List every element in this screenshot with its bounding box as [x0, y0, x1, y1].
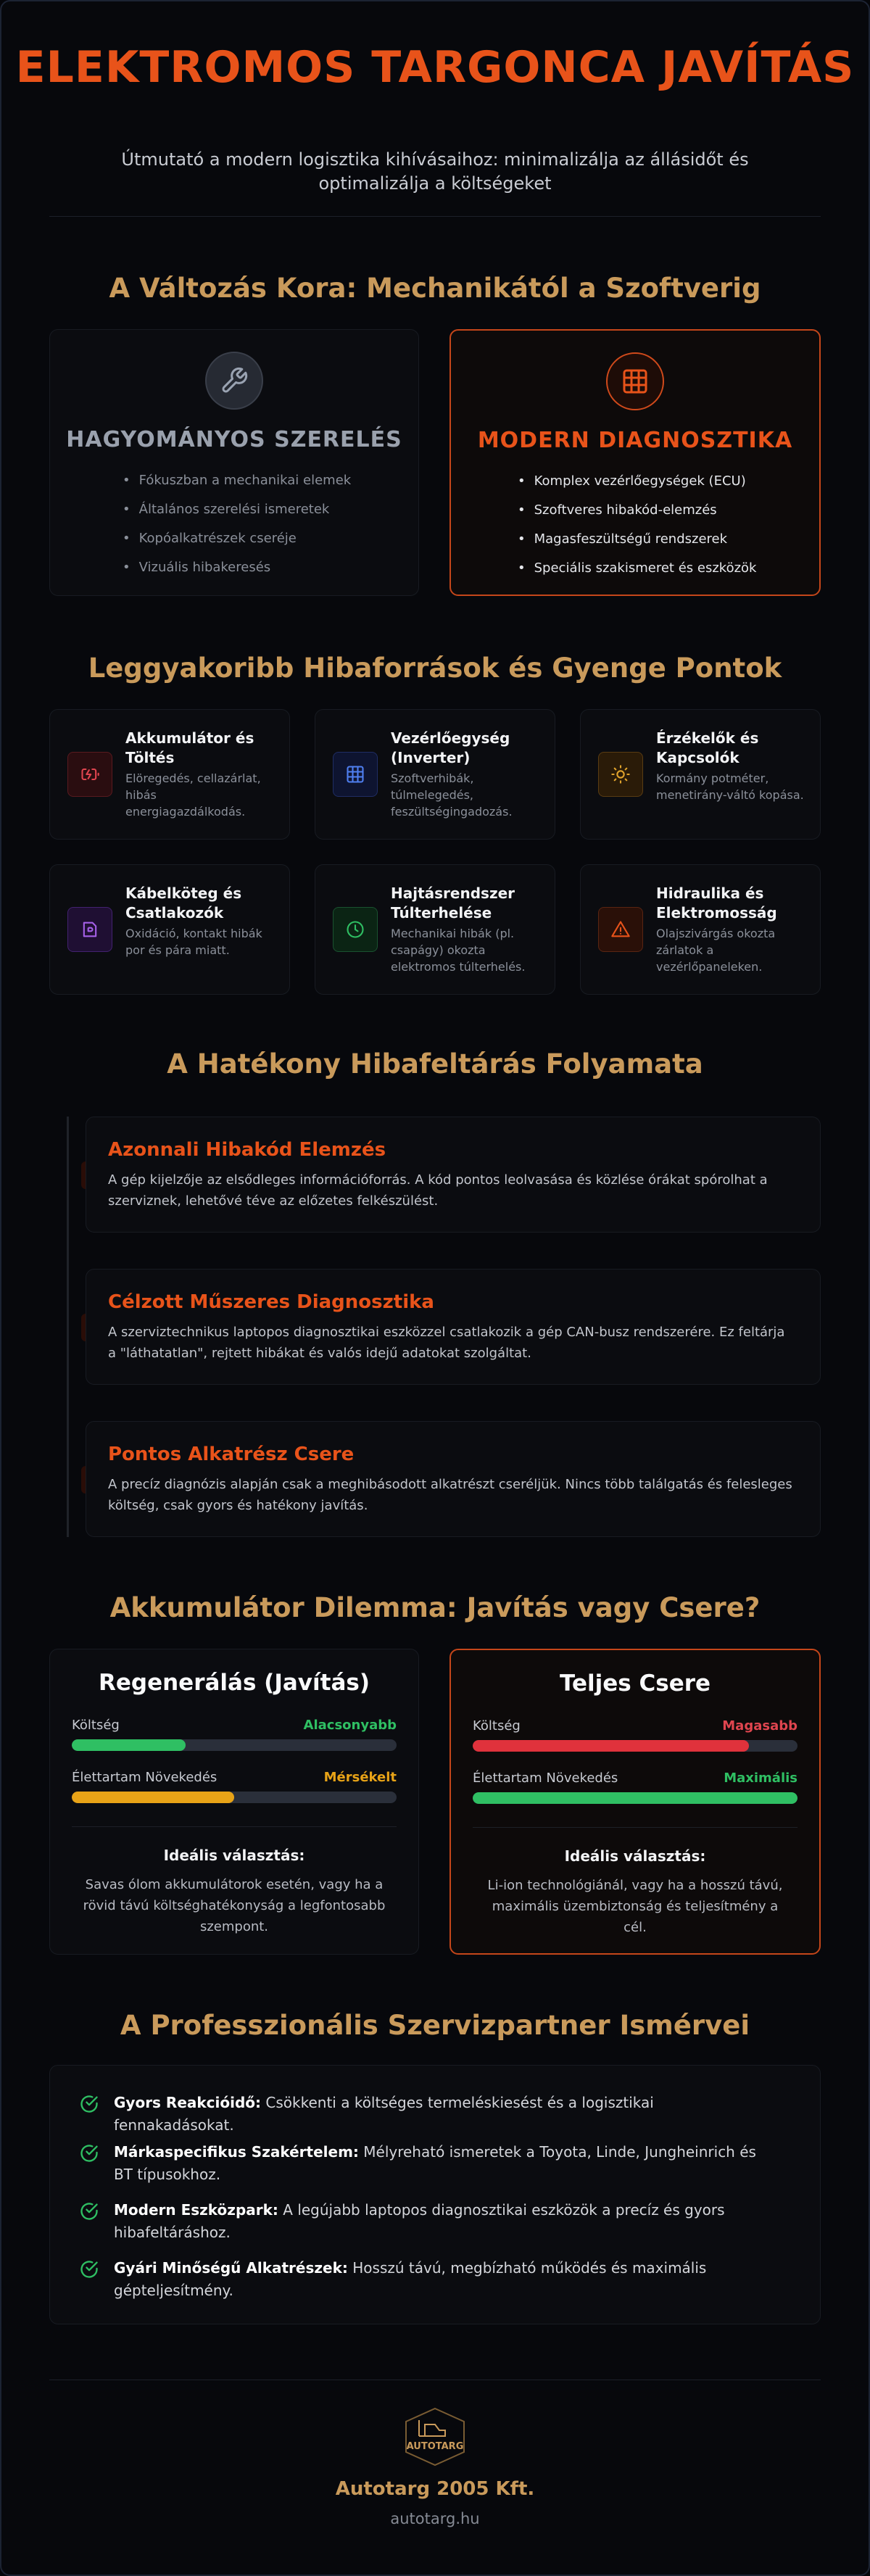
modern-list — [518, 467, 756, 583]
option-title: Regenerálás (Javítás) — [98, 1670, 370, 1696]
level-fill — [473, 1740, 749, 1752]
timeline-line — [67, 1117, 69, 1537]
list-item: • Komplex vezérlőegységek (ECU) — [518, 467, 756, 496]
row-label: Élettartam Növekedés — [473, 1771, 618, 1786]
row-label: Költség — [473, 1718, 521, 1734]
company-name: Autotarg 2005 Kft. — [335, 2478, 535, 2500]
ideal-label: Ideális választás: — [564, 1847, 706, 1865]
step-desc: A szerviztechnikus laptopos diagnosztikai eszközzel csatlakozik a gép CAN-busz rendszerére. Ez feltárja a "láthatatlan", rejtett hibákat és valós idejű adatokat szolgáltat. — [108, 1325, 785, 1361]
level-bar — [473, 1792, 798, 1804]
row-value: Alacsonyabb — [303, 1718, 397, 1733]
failure-desc: Olajszivárgás okozta zárlatok a vezérlőpaneleken. — [656, 927, 776, 974]
list-item: • Kopóalkatrészek cseréje — [123, 524, 351, 553]
step-desc: A precíz diagnózis alapján csak a meghibásodott alkatrészt cseréljük. Nincs több találgatás és felesleges költség, csak gyors és hatékony javítás. — [108, 1477, 792, 1513]
step-title: Pontos Alkatrész Csere — [108, 1444, 355, 1465]
list-item: • Fókuszban a mechanikai elemek — [123, 466, 351, 495]
failure-card-wiring — [49, 864, 290, 995]
criteria-item — [79, 2199, 775, 2244]
criteria-text: Mélyreható ismeretek a Toyota, Linde, Jungheinrich és BT típusokhoz. — [114, 2143, 756, 2183]
failure-desc: Kormány potméter, menetirány-váltó kopása. — [656, 771, 804, 802]
failure-card-battery — [49, 709, 290, 840]
row-label: Élettartam Növekedés — [72, 1770, 218, 1785]
cpu-icon — [333, 752, 378, 797]
divider — [49, 216, 821, 217]
battery-option-regeneration — [49, 1649, 419, 1955]
ideal-desc: Li-ion technológiánál, vagy ha a hosszú távú, maximális üzembiztonság és teljesítmény a cél. — [487, 1878, 783, 1935]
check-circle-icon — [79, 2143, 99, 2170]
autotarg-logo — [397, 2406, 473, 2468]
check-circle-icon — [79, 2259, 99, 2286]
chip-icon — [606, 352, 664, 410]
level-bar — [72, 1792, 397, 1803]
traditional-repair-card — [49, 329, 419, 596]
sensor-sun-icon — [598, 752, 643, 797]
logo-text: AUTOTARG — [406, 2441, 464, 2452]
list-item: • Speciális szakismeret és eszközök — [518, 554, 756, 583]
battery-charge-icon — [67, 752, 112, 797]
clock-icon — [333, 907, 378, 952]
page-subtitle: Útmutató a modern logisztika kihívásaihoz: minimalizálja az állásidőt és optimalizálja a költségeket — [121, 149, 749, 194]
step-title: Azonnali Hibakód Elemzés — [108, 1139, 386, 1161]
list-item: • Szoftveres hibakód-elemzés — [518, 496, 756, 525]
warning-icon — [598, 907, 643, 952]
process-step-3 — [86, 1421, 821, 1537]
partner-criteria-card — [49, 2065, 821, 2324]
list-item: • Vizuális hibakeresés — [123, 553, 351, 582]
list-item: • Magasfeszültségű rendszerek — [518, 525, 756, 554]
level-bar — [72, 1739, 397, 1751]
traditional-title: HAGYOMÁNYOS SZERELÉS — [66, 427, 402, 452]
row-value: Maximális — [724, 1771, 798, 1786]
failure-title: Érzékelők és Kapcsolók — [656, 729, 759, 766]
ideal-label: Ideális választás: — [163, 1847, 305, 1864]
traditional-list — [123, 466, 351, 582]
connector-icon — [67, 907, 112, 952]
failure-desc: Szoftverhibák, túlmelegedés, feszültségingadozás. — [391, 771, 513, 819]
website-link[interactable]: autotarg.hu — [390, 2510, 480, 2527]
ideal-desc: Savas ólom akkumulátorok esetén, vagy ha a rövid távú költséghatékonyság a legfontosabb szempont. — [83, 1877, 386, 1934]
criteria-text: Hosszú távú, megbízható működés és maximális gépteljesítmény. — [114, 2259, 707, 2299]
level-bar — [473, 1740, 798, 1752]
step-title: Célzott Műszeres Diagnosztika — [108, 1291, 434, 1313]
step-desc: A gép kijelzője az elsődleges információforrás. A kód pontos leolvasása és közlése órákat spórolhat a szerviznek, lehetővé téve az előzetes felkészülést. — [108, 1172, 768, 1209]
failure-card-hydraulics — [580, 864, 821, 995]
criteria-bold: Gyári Minőségű Alkatrészek: — [114, 2259, 348, 2277]
failure-title: Hidraulika és Elektromosság — [656, 885, 777, 922]
section-title-battery: Akkumulátor Dilemma: Javítás vagy Csere? — [109, 1592, 761, 1623]
level-fill — [72, 1739, 186, 1751]
failure-desc: Oxidáció, kontakt hibák por és pára miatt. — [125, 927, 262, 957]
divider — [72, 1826, 397, 1827]
failure-title: Kábelköteg és Csatlakozók — [125, 885, 242, 922]
failure-card-drivetrain — [315, 864, 555, 995]
divider — [473, 1827, 798, 1828]
section-title-failures: Leggyakoribb Hibaforrások és Gyenge Pontok — [88, 653, 782, 684]
failure-desc: Elöregedés, cellazárlat, hibás energiagazdálkodás. — [125, 771, 261, 819]
wrench-icon — [205, 352, 263, 410]
criteria-bold: Gyors Reakcióidő: — [114, 2094, 262, 2111]
criteria-text: Csökkenti a költséges termeléskiesést és a logisztikai fennakadásokat. — [114, 2094, 654, 2134]
page-title: ELEKTROMOS TARGONCA JAVÍTÁS — [15, 42, 855, 93]
level-fill — [473, 1792, 798, 1804]
failure-desc: Mechanikai hibák (pl. csapágy) okozta elektromos túlterhelés. — [391, 927, 526, 974]
failure-card-inverter — [315, 709, 555, 840]
row-value: Magasabb — [722, 1718, 798, 1734]
level-fill — [72, 1792, 234, 1803]
failure-title: Vezérlőegység (Inverter) — [391, 729, 510, 766]
row-value: Mérsékelt — [323, 1770, 397, 1785]
check-circle-icon — [79, 2094, 99, 2121]
check-circle-icon — [79, 2201, 99, 2228]
criteria-bold: Modern Eszközpark: — [114, 2201, 278, 2219]
modern-diagnostics-card — [450, 329, 821, 596]
option-title: Teljes Csere — [559, 1670, 711, 1697]
process-step-2 — [86, 1269, 821, 1385]
failure-title: Hajtásrendszer Túlterhelése — [391, 885, 515, 922]
criteria-text: A legújabb laptopos diagnosztikai eszközök a precíz és gyors hibafeltáráshoz. — [114, 2201, 725, 2241]
failure-title: Akkumulátor és Töltés — [125, 729, 254, 766]
failure-card-sensors — [580, 709, 821, 840]
section-title-partner: A Professzionális Szervizpartner Ismérvei — [120, 2010, 750, 2041]
battery-option-replacement — [450, 1649, 821, 1955]
row-label: Költség — [72, 1718, 120, 1733]
process-step-1 — [86, 1117, 821, 1233]
section-title-process: A Hatékony Hibafeltárás Folyamata — [167, 1048, 703, 1080]
criteria-item — [79, 2257, 775, 2302]
section-title-change: A Változás Kora: Mechanikától a Szoftverig — [109, 273, 761, 304]
criteria-bold: Márkaspecifikus Szakértelem: — [114, 2143, 359, 2161]
list-item: • Általános szerelési ismeretek — [123, 495, 351, 524]
criteria-item — [79, 2092, 775, 2137]
criteria-item — [79, 2141, 775, 2186]
modern-title: MODERN DIAGNOSZTIKA — [477, 428, 793, 453]
